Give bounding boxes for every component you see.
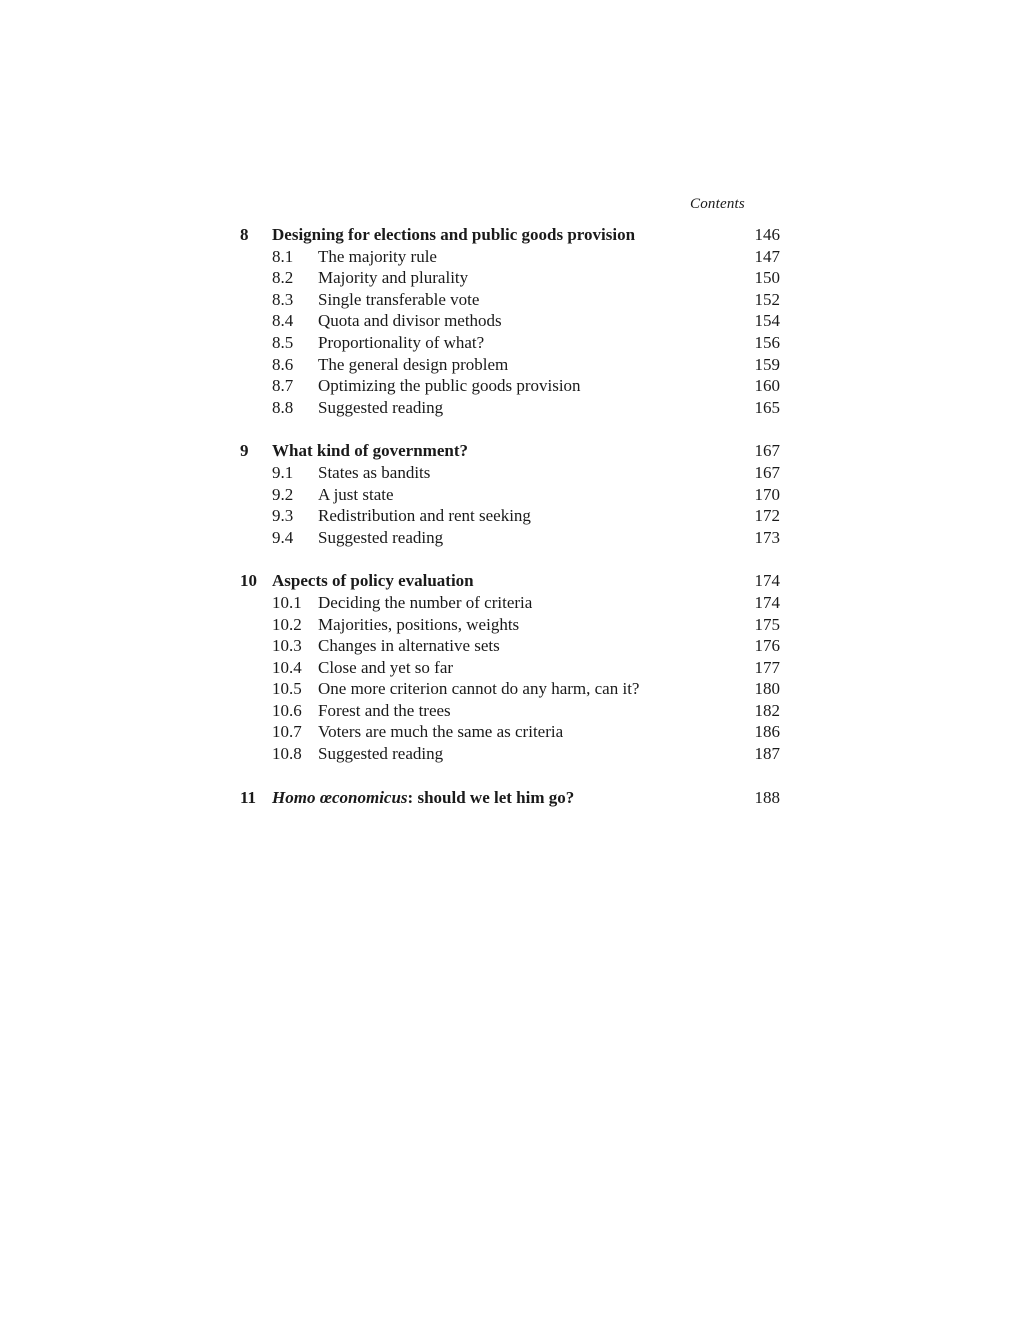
section-entry[interactable] [240, 310, 780, 332]
page-number: 187 [754, 744, 780, 764]
section-number: 9.3 [272, 506, 294, 526]
chapter-entry[interactable] [240, 224, 780, 246]
section-number: 8.6 [272, 354, 294, 374]
page-number: 182 [754, 700, 780, 720]
page-number: 174 [754, 571, 780, 591]
section-title: Suggested reading [318, 744, 444, 764]
page-number: 167 [754, 441, 780, 461]
section-number: 8.8 [272, 397, 294, 417]
section-title: States as bandits [318, 462, 431, 482]
page-number: 160 [754, 376, 780, 396]
section-entry[interactable] [240, 246, 780, 268]
section-entry[interactable] [240, 657, 780, 679]
section-title: One more criterion cannot do any harm, can it? [318, 679, 640, 699]
section-entry[interactable] [240, 484, 780, 506]
section-entry[interactable] [240, 678, 780, 700]
section-title: Voters are much the same as criteria [318, 722, 564, 742]
section-number: 9.4 [272, 527, 294, 547]
chapter-title: Designing for elections and public goods provision [272, 225, 636, 244]
page-number: 172 [754, 506, 780, 526]
section-number: 8.3 [272, 289, 294, 309]
section-number: 8.4 [272, 311, 294, 331]
page-number: 165 [754, 397, 780, 417]
section-number: 10.8 [272, 744, 302, 764]
chapter-title-italic: Homo œconomicus [272, 787, 408, 807]
toc-chapter-10 [240, 570, 780, 764]
section-number: 8.1 [272, 246, 294, 266]
page-number: 152 [754, 289, 780, 309]
section-entry[interactable] [240, 700, 780, 722]
section-entry[interactable] [240, 527, 780, 549]
section-entry[interactable] [240, 267, 780, 289]
section-entry[interactable] [240, 592, 780, 614]
section-entry[interactable] [240, 743, 780, 765]
running-head: Contents [690, 196, 745, 212]
chapter-number: 10 [240, 571, 257, 591]
section-title: Proportionality of what? [318, 332, 485, 352]
section-entry[interactable] [240, 721, 780, 743]
section-title: Deciding the number of criteria [318, 592, 533, 612]
page-number: 150 [754, 268, 780, 288]
section-number: 10.2 [272, 614, 302, 634]
chapter-entry[interactable] [240, 440, 780, 462]
page-number: 147 [754, 246, 780, 266]
section-title: Suggested reading [318, 527, 444, 547]
section-title: Quota and divisor methods [318, 311, 502, 331]
section-title: Optimizing the public goods provision [318, 376, 581, 396]
toc-chapter-11 [240, 787, 780, 809]
section-number: 10.6 [272, 700, 302, 720]
chapter-title [272, 787, 574, 809]
page-number: 156 [754, 332, 780, 352]
section-number: 8.7 [272, 376, 294, 396]
section-title: A just state [318, 484, 394, 504]
section-title: Majorities, positions, weights [318, 614, 520, 634]
section-number: 8.2 [272, 268, 294, 288]
page-number: 188 [754, 787, 780, 807]
section-number: 9.1 [272, 462, 294, 482]
page-number: 174 [754, 592, 780, 612]
page-number: 170 [754, 484, 780, 504]
section-number: 10.5 [272, 679, 302, 699]
chapter-number: 8 [240, 225, 249, 244]
section-entry[interactable] [240, 614, 780, 636]
page-number: 146 [754, 225, 780, 244]
section-title: Suggested reading [318, 397, 444, 417]
chapter-number: 9 [240, 441, 249, 461]
section-title: The general design problem [318, 354, 509, 374]
page-number: 186 [754, 722, 780, 742]
page-number: 167 [754, 462, 780, 482]
section-number: 8.5 [272, 332, 294, 352]
chapter-number: 11 [240, 787, 257, 807]
chapter-entry[interactable] [240, 570, 780, 592]
toc-chapter-9 [240, 440, 780, 548]
page-number: 176 [754, 636, 780, 656]
section-entry[interactable] [240, 462, 780, 484]
section-entry[interactable] [240, 635, 780, 657]
section-title: Redistribution and rent seeking [318, 506, 531, 526]
page-number: 173 [754, 527, 780, 547]
page-number: 177 [754, 657, 780, 677]
section-title: Changes in alternative sets [318, 636, 500, 656]
table-of-contents [240, 224, 780, 830]
section-title: Single transferable vote [318, 289, 480, 309]
section-number: 10.4 [272, 657, 302, 677]
section-entry[interactable] [240, 354, 780, 376]
page-number: 159 [754, 354, 780, 374]
section-number: 10.1 [272, 592, 302, 612]
section-entry[interactable] [240, 397, 780, 419]
section-number: 9.2 [272, 484, 294, 504]
section-entry[interactable] [240, 505, 780, 527]
chapter-title-rest: : should we let him go? [407, 787, 575, 807]
section-title: The majority rule [318, 246, 437, 266]
section-number: 10.7 [272, 722, 302, 742]
section-title: Close and yet so far [318, 657, 454, 677]
page-number: 154 [754, 311, 780, 331]
page-number: 175 [754, 614, 780, 634]
page-number: 180 [754, 679, 780, 699]
section-entry[interactable] [240, 332, 780, 354]
section-title: Forest and the trees [318, 700, 451, 720]
chapter-title: Aspects of policy evaluation [272, 571, 474, 591]
section-number: 10.3 [272, 636, 302, 656]
section-entry[interactable] [240, 375, 780, 397]
section-entry[interactable] [240, 289, 780, 311]
section-title: Majority and plurality [318, 268, 469, 288]
chapter-entry[interactable] [240, 787, 780, 809]
toc-chapter-8 [240, 224, 780, 418]
chapter-title: What kind of government? [272, 441, 468, 461]
